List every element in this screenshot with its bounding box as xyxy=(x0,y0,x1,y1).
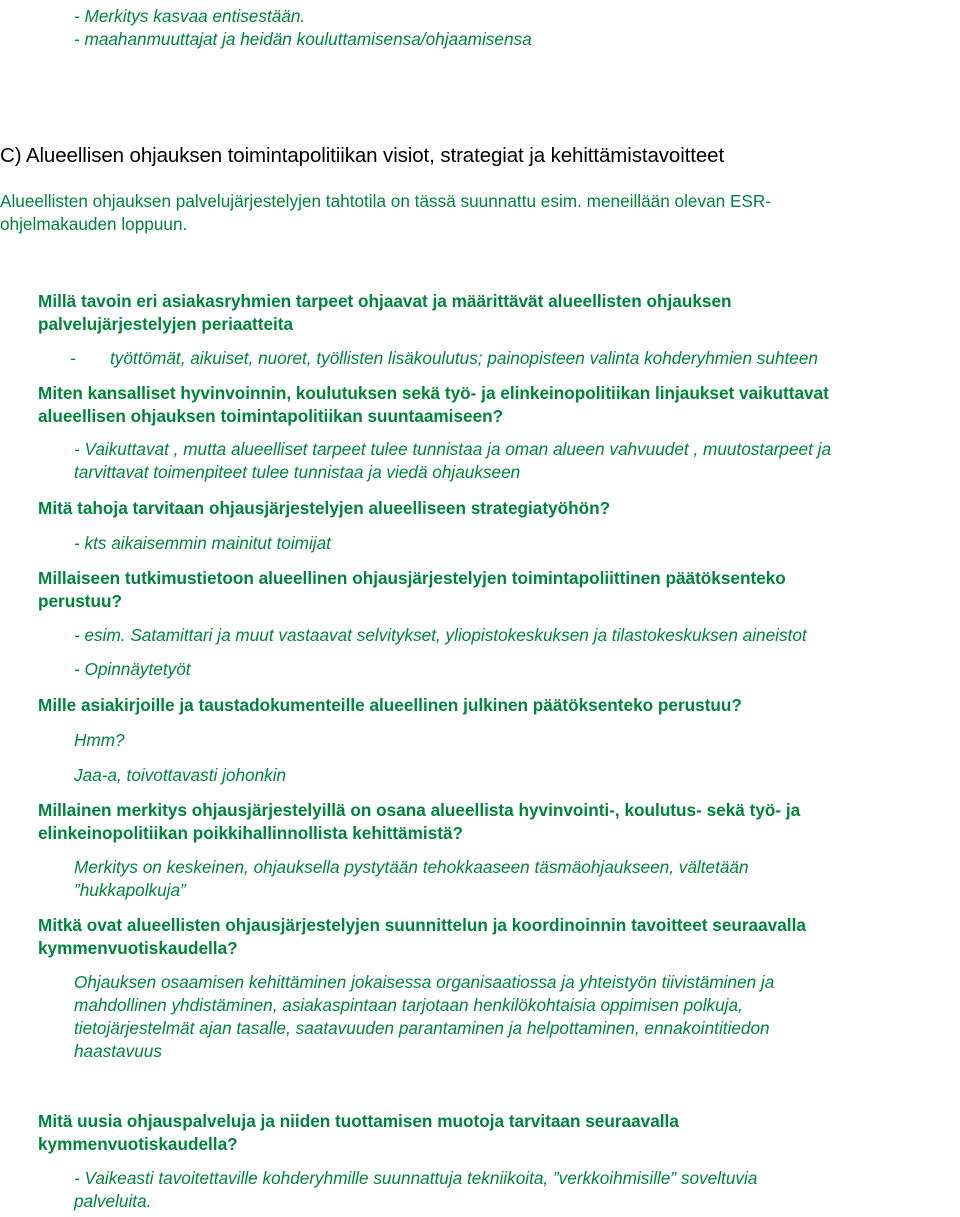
intro-line-1: - Merkitys kasvaa entisestään. xyxy=(74,6,306,26)
question-8: Mitä uusia ohjauspalveluja ja niiden tuottamisen muotoja tarvitaan seuraavalla kymmenvuotiskaudella? xyxy=(38,1111,679,1154)
question-4: Millaiseen tutkimustietoon alueellinen ohjausjärjestelyjen toimintapoliittinen päätöksenteko perustuu? xyxy=(38,568,786,611)
answer-7: Ohjauksen osaamisen kehittäminen jokaisessa organisaatiossa ja yhteistyön tiivistäminen ja mahdollinen yhdistäminen, asiakaspintaan tarjotaan henkilökohtaisia oppimisen polkuja, tietojärjestelmät ajan tasalle, saatavuuden parantaminen ja helpottaminen, ennakointitiedon haastavuus xyxy=(74,972,775,1061)
answer-5: Hmm? xyxy=(74,730,125,750)
intro-line-2: - maahanmuuttajat ja heidän kouluttamisensa/ohjaamisensa xyxy=(74,29,532,49)
answer-2: - Vaikuttavat , mutta alueelliset tarpeet tulee tunnistaa ja oman alueen vahvuudet , muutostarpeet ja tarvittavat toimenpiteet tulee tunnistaa ja viedä ohjaukseen xyxy=(74,439,832,482)
answer-1: - työttömät, aikuiset, nuoret, työllisten lisäkoulutus; painopisteen valinta kohderyhmien suhteen xyxy=(70,348,818,368)
answer-6: Merkitys on keskeinen, ohjauksella pystytään tehokkaaseen täsmäohjaukseen, vältetään ”hukkapolkuja” xyxy=(74,857,749,900)
question-7: Mitkä ovat alueellisten ohjausjärjestelyjen suunnittelun ja koordinoinnin tavoitteet seuraavalla kymmenvuotiskaudella? xyxy=(38,915,806,958)
section-heading: C) Alueellisen ohjauksen toimintapolitiikan visiot, strategiat ja kehittämistavoitteet xyxy=(0,144,725,167)
question-3: Mitä tahoja tarvitaan ohjausjärjestelyjen alueelliseen strategiatyöhön? xyxy=(38,498,611,518)
question-2: Miten kansalliset hyvinvoinnin, koulutuksen sekä työ- ja elinkeinopolitiikan linjaukset vaikuttavat alueellisen ohjauksen toimintapolitiikan suuntaamiseen? xyxy=(38,383,829,426)
question-6: Millainen merkitys ohjausjärjestelyillä on osana alueellista hyvinvointi-, koulutus- sekä työ- ja elinkeinopolitiikan poikkihallinnollista kehittämistä? xyxy=(38,800,801,843)
answer-4b: - Opinnäytetyöt xyxy=(74,659,191,679)
question-5: Mille asiakirjoille ja taustadokumenteille alueellinen julkinen päätöksenteko perustuu? xyxy=(38,695,742,715)
answer-5b: Jaa-a, toivottavasti johonkin xyxy=(74,765,287,785)
answer-3: - kts aikaisemmin mainitut toimijat xyxy=(74,533,331,553)
question-1: Millä tavoin eri asiakasryhmien tarpeet ohjaavat ja määrittävät alueellisten ohjauksen palvelujärjestelyjen periaatteita xyxy=(38,291,732,334)
section-intro-text: Alueellisten ohjauksen palvelujärjestelyjen tahtotila on tässä suunnattu esim. meneillään olevan ESR- ohjelmakauden loppuun. xyxy=(0,191,772,234)
answer-8: - Vaikeasti tavoitettaville kohderyhmille suunnattuja tekniikoita, ”verkkoihmisille” soveltuvia palveluita. xyxy=(74,1168,758,1211)
answer-4: - esim. Satamittari ja muut vastaavat selvitykset, yliopistokeskuksen ja tilastokeskuksen aineistot xyxy=(74,625,807,645)
